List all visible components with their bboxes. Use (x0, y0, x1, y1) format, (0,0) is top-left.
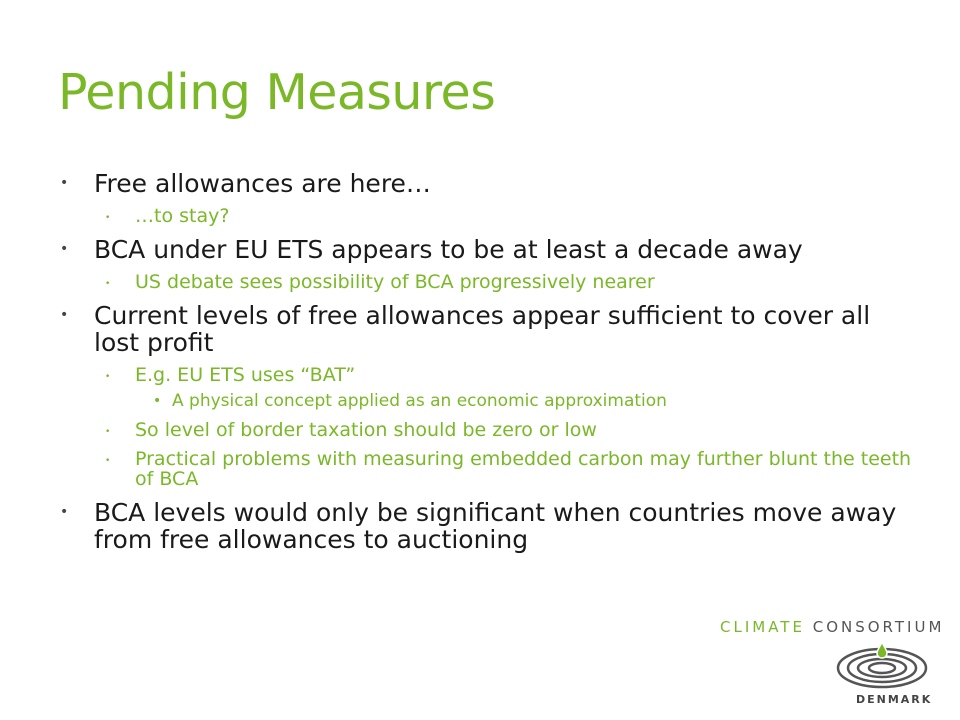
sub-bullet-text: E.g. EU ETS uses “BAT” (135, 364, 356, 386)
sub-bullet-text: So level of border taxation should be zero or low (135, 419, 597, 441)
bullet-text: Current levels of free allowances appear sufficient to cover all lost profit (94, 301, 871, 357)
sub-bullet-text: US debate sees possibility of BCA progressively nearer (135, 271, 655, 293)
logo-word-consortium: CONSORTIUM (812, 618, 945, 636)
sub-bullet-item (60, 449, 920, 489)
bullet-list (60, 170, 920, 563)
logo-wordmark (720, 618, 944, 636)
bullet-item (60, 302, 920, 489)
climate-consortium-logo (720, 610, 950, 710)
bullet-item (60, 236, 920, 292)
sub-bullet-item (60, 272, 920, 292)
sub-bullet-text: …to stay? (135, 205, 230, 227)
sub-bullet-item (60, 420, 920, 440)
bullet-text: BCA under EU ETS appears to be at least a decade away (94, 235, 803, 264)
bullet-text: Free allowances are here… (94, 169, 431, 198)
logo-emblem-icon (836, 640, 932, 692)
bullet-item (60, 170, 920, 226)
sub-sub-bullet-item (60, 391, 920, 411)
bullet-item (60, 499, 920, 553)
logo-country: DENMARK (856, 693, 933, 706)
logo-word-climate: CLIMATE (720, 618, 805, 636)
sub-bullet-item (60, 365, 920, 411)
sub-bullet-text: Practical problems with measuring embedded carbon may further blunt the teeth of BCA (135, 448, 912, 490)
sub-sub-bullet-text: A physical concept applied as an economic approximation (172, 391, 667, 411)
sub-bullet-item (60, 206, 920, 226)
bullet-text: BCA levels would only be significant when countries move away from free allowances to auctioning (94, 498, 897, 554)
slide-title: Pending Measures (58, 64, 496, 121)
